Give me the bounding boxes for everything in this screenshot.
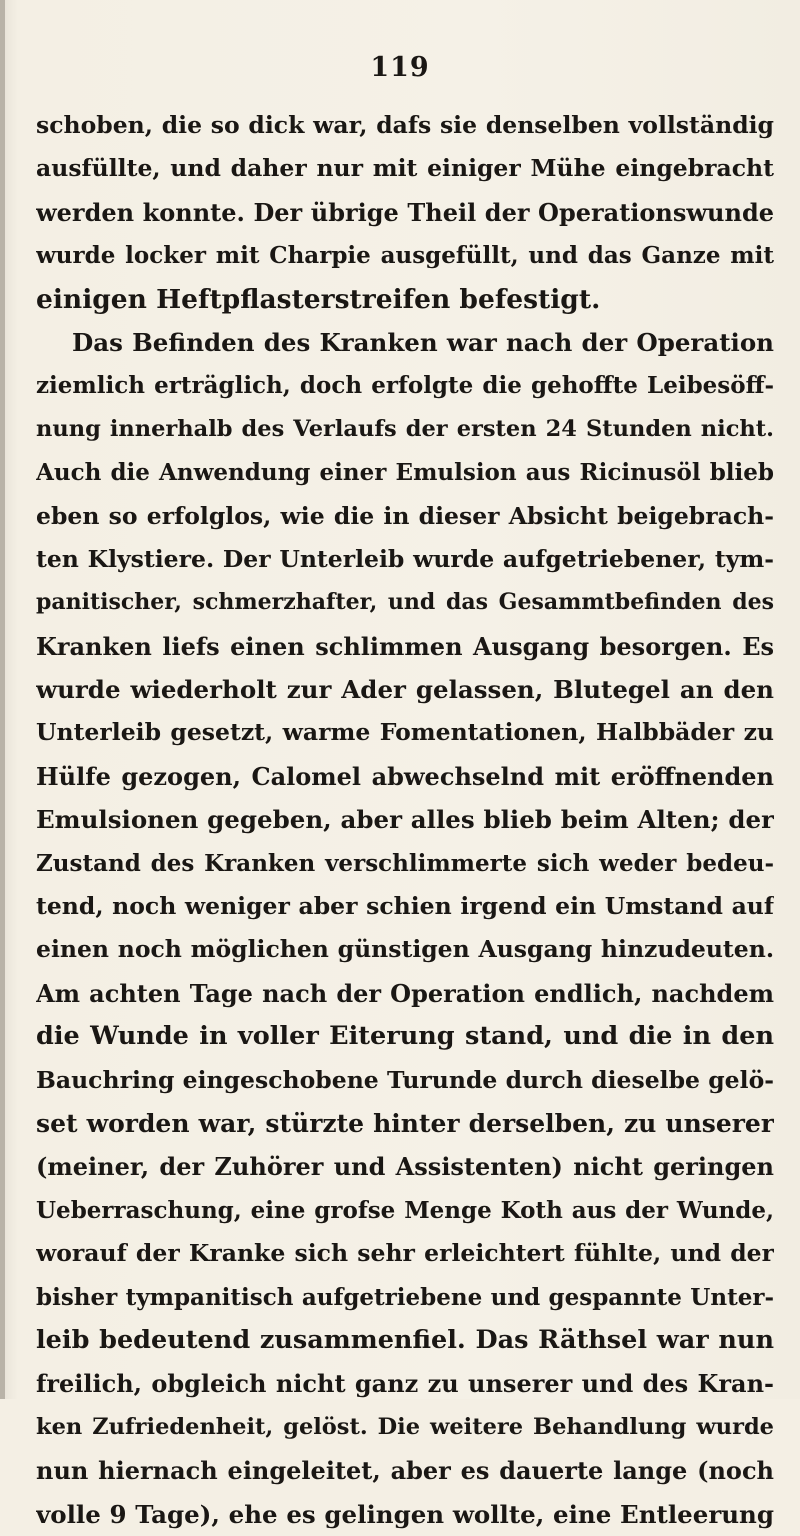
text-line: tend, noch weniger aber schien irgend ein Umstand auf <box>36 892 774 921</box>
text-line: panitischer, schmerzhafter, und das Gesammtbefinden des <box>36 589 774 616</box>
text-line: bisher tympanitisch aufgetriebene und gespannte Unter- <box>36 1283 774 1311</box>
text-line: wurde wiederholt zur Ader gelassen, Blutegel an den <box>36 675 774 705</box>
text-line: (meiner, der Zuhörer und Assistenten) nicht geringen <box>36 1152 774 1182</box>
text-line: nung innerhalb des Verlaufs der ersten 24 Stunden nicht. <box>36 415 774 442</box>
text-line: Emulsionen gegeben, aber alles blieb beim Alten; der <box>36 805 774 835</box>
text-line: Unterleib gesetzt, warme Fomentationen, Halbbäder zu <box>36 718 774 747</box>
text-line: freilich, obgleich nicht ganz zu unserer und des Kran- <box>36 1369 774 1399</box>
text-line: ausfüllte, und daher nur mit einiger Mühe eingebracht <box>36 154 774 183</box>
text-line: volle 9 Tage), ehe es gelingen wollte, eine Entleerung <box>36 1499 774 1529</box>
text-line: eben so erfolglos, wie die in dieser Absicht beigebrach- <box>36 501 774 530</box>
binding-edge <box>0 0 5 1399</box>
text-line: Ueberraschung, eine grofse Menge Koth aus der Wunde, <box>36 1196 774 1224</box>
text-line: Bauchring eingeschobene Turunde durch dieselbe gelö- <box>36 1065 774 1094</box>
text-line: ziemlich erträglich, doch erfolgte die gehoffte Leibesöff- <box>36 372 774 400</box>
text-line: werden konnte. Der übrige Theil der Operationswunde <box>36 197 774 227</box>
body-text <box>36 104 774 1536</box>
text-line: wurde locker mit Charpie ausgefüllt, und das Ganze mit <box>36 242 774 270</box>
text-line: einen noch möglichen günstigen Ausgang hinzudeuten. <box>36 935 774 964</box>
text-line: ten Klystiere. Der Unterleib wurde aufgetriebener, tym- <box>36 544 774 573</box>
text-line: nun hiernach eingeleitet, aber es dauerte lange (noch <box>36 1456 774 1486</box>
text-line: Kranken liefs einen schlimmen Ausgang besorgen. Es <box>36 631 774 661</box>
text-line: Auch die Anwendung einer Emulsion aus Ricinusöl blieb <box>36 459 774 487</box>
text-line: set worden war, stürzte hinter derselben, zu unserer <box>36 1108 774 1138</box>
text-line: leib bedeutend zusammenfiel. Das Räthsel war nun <box>36 1324 774 1355</box>
text-line: ken Zufriedenheit, gelöst. Die weitere Behandlung wurde <box>36 1413 774 1440</box>
text-line: Das Befinden des Kranken war nach der Operation <box>72 327 774 357</box>
page-number: 119 <box>370 52 430 83</box>
text-line: Hülfe gezogen, Calomel abwechselnd mit eröffnenden <box>36 761 774 791</box>
text-line: Am achten Tage nach der Operation endlich, nachdem <box>36 978 774 1008</box>
text-line: Zustand des Kranken verschlimmerte sich weder bedeu- <box>36 849 774 877</box>
text-line: schoben, die so dick war, dafs sie denselben vollständig <box>36 111 774 139</box>
text-line: worauf der Kranke sich sehr erleichtert fühlte, und der <box>36 1239 774 1268</box>
text-line: die Wunde in voller Eiterung stand, und die in den <box>36 1021 774 1052</box>
text-line: einigen Heftpflasterstreifen befestigt. <box>36 283 601 315</box>
